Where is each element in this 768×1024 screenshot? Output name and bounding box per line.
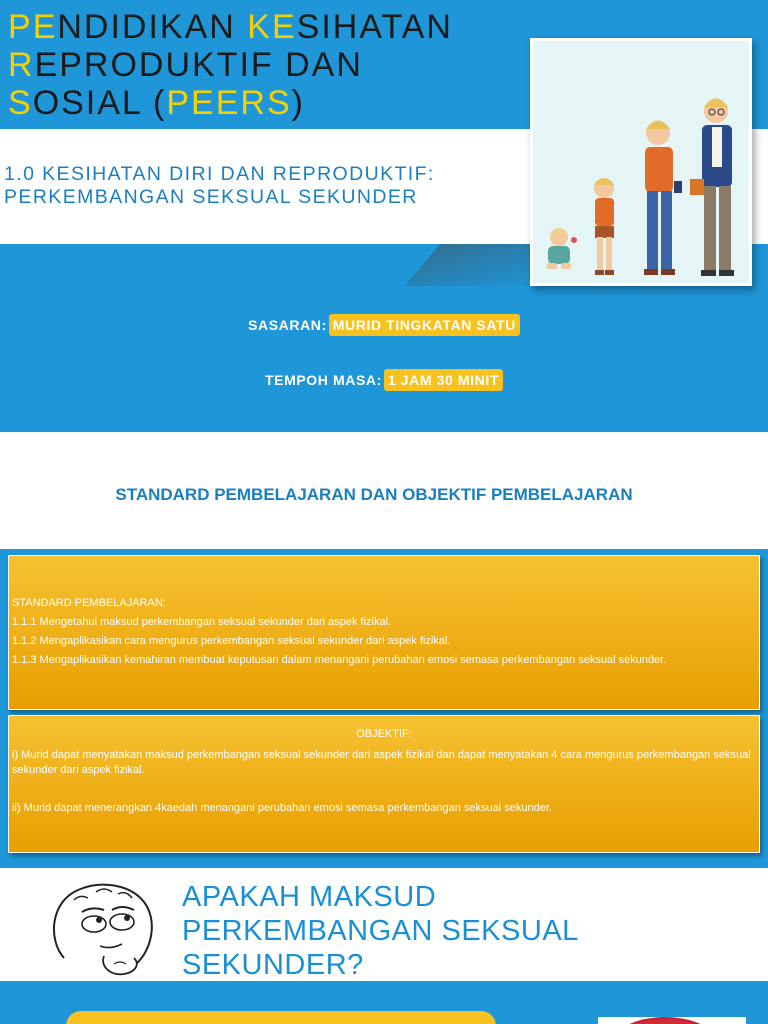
standard-item: 1.1.1 Mengetahui maksud perkembangan seksual sekunder dari aspek fizikal. bbox=[12, 616, 392, 628]
baby-figure bbox=[547, 228, 577, 269]
question-title bbox=[182, 880, 579, 982]
adult-figure bbox=[690, 99, 734, 277]
title-highlight-letters: PEERS bbox=[166, 84, 292, 122]
thinking-face-icon bbox=[44, 880, 164, 978]
target-row bbox=[0, 314, 768, 336]
title-highlight-letters: E bbox=[271, 8, 297, 46]
title-text: OSIAL ( bbox=[32, 84, 167, 122]
title-text: ) bbox=[291, 84, 305, 122]
duration-label: TEMPOH MASA: bbox=[265, 372, 382, 388]
title-highlight-letters: S bbox=[8, 84, 33, 122]
answer-pill bbox=[66, 1011, 496, 1024]
subtitle-line-1: 1.0 KESIHATAN DIRI DAN REPRODUKTIF: bbox=[4, 163, 435, 185]
title-line-3 bbox=[8, 84, 528, 122]
logo-circle bbox=[610, 1017, 720, 1024]
objective-item: i) Murid dapat menyatakan maksud perkembangan seksual sekunder dari aspek fizikal dan dapat menyatakan 4 cara mengurus perkembangan seksual sekunder dari aspek fizikal. bbox=[12, 749, 751, 776]
title-line-1 bbox=[8, 8, 528, 46]
subtitle-line-2: PERKEMBANGAN SEKSUAL SEKUNDER bbox=[4, 186, 418, 208]
standard-item: 1.1.2 Mengaplikasikan cara mengurus perkembangan seksual sekunder dari aspek fizikal. bbox=[12, 635, 451, 647]
standard-item: 1.1.3 Mengaplikasikan kemahiran membuat keputusan dalam menangani perubahan emosi semasa perkembangan seksual sekunder. bbox=[12, 654, 667, 666]
subtitle bbox=[4, 163, 435, 209]
title-text: SIHATAN bbox=[296, 8, 453, 46]
slide-title bbox=[0, 0, 768, 432]
question-line-1: APAKAH MAKSUD bbox=[182, 881, 437, 913]
child-figure bbox=[594, 178, 614, 275]
title-highlight-letters: R bbox=[8, 46, 35, 84]
slide-objectives bbox=[0, 443, 768, 868]
question-line-2: PERKEMBANGAN SEKSUAL bbox=[182, 915, 579, 947]
title-line-2 bbox=[8, 46, 528, 84]
objectives-heading: STANDARD PEMBELAJARAN DAN OBJEKTIF PEMBELAJARAN bbox=[115, 485, 633, 504]
title-highlight-letters: K bbox=[247, 8, 272, 46]
slide-question bbox=[0, 877, 768, 1024]
objective-box bbox=[8, 715, 760, 853]
duration-row bbox=[0, 369, 768, 391]
objective-item: ii) Murid dapat menerangkan 4kaedah menangani perubahan emosi semasa perkembangan seksual sekunder. bbox=[12, 802, 552, 814]
question-line-3: SEKUNDER? bbox=[182, 949, 364, 981]
title-highlight-letters: P bbox=[8, 8, 33, 46]
duration-value: 1 JAM 30 MINIT bbox=[384, 369, 503, 391]
human-growth-stages-illustration bbox=[533, 41, 749, 283]
title-text: NDIDIKAN bbox=[57, 8, 248, 46]
title-highlight-letters: E bbox=[32, 8, 58, 46]
growth-illustration bbox=[530, 38, 752, 286]
standard-heading: STANDARD PEMBELAJARAN: bbox=[12, 597, 166, 609]
title-text: EPRODUKTIF DAN bbox=[34, 46, 363, 84]
main-title bbox=[8, 8, 528, 122]
target-label: SASARAN: bbox=[248, 317, 327, 333]
target-value: MURID TINGKATAN SATU bbox=[329, 314, 520, 336]
objective-heading: OBJEKTIF: bbox=[356, 728, 412, 740]
logo-fragment bbox=[598, 1017, 746, 1024]
teen-figure bbox=[644, 121, 682, 276]
standard-box bbox=[8, 555, 760, 710]
